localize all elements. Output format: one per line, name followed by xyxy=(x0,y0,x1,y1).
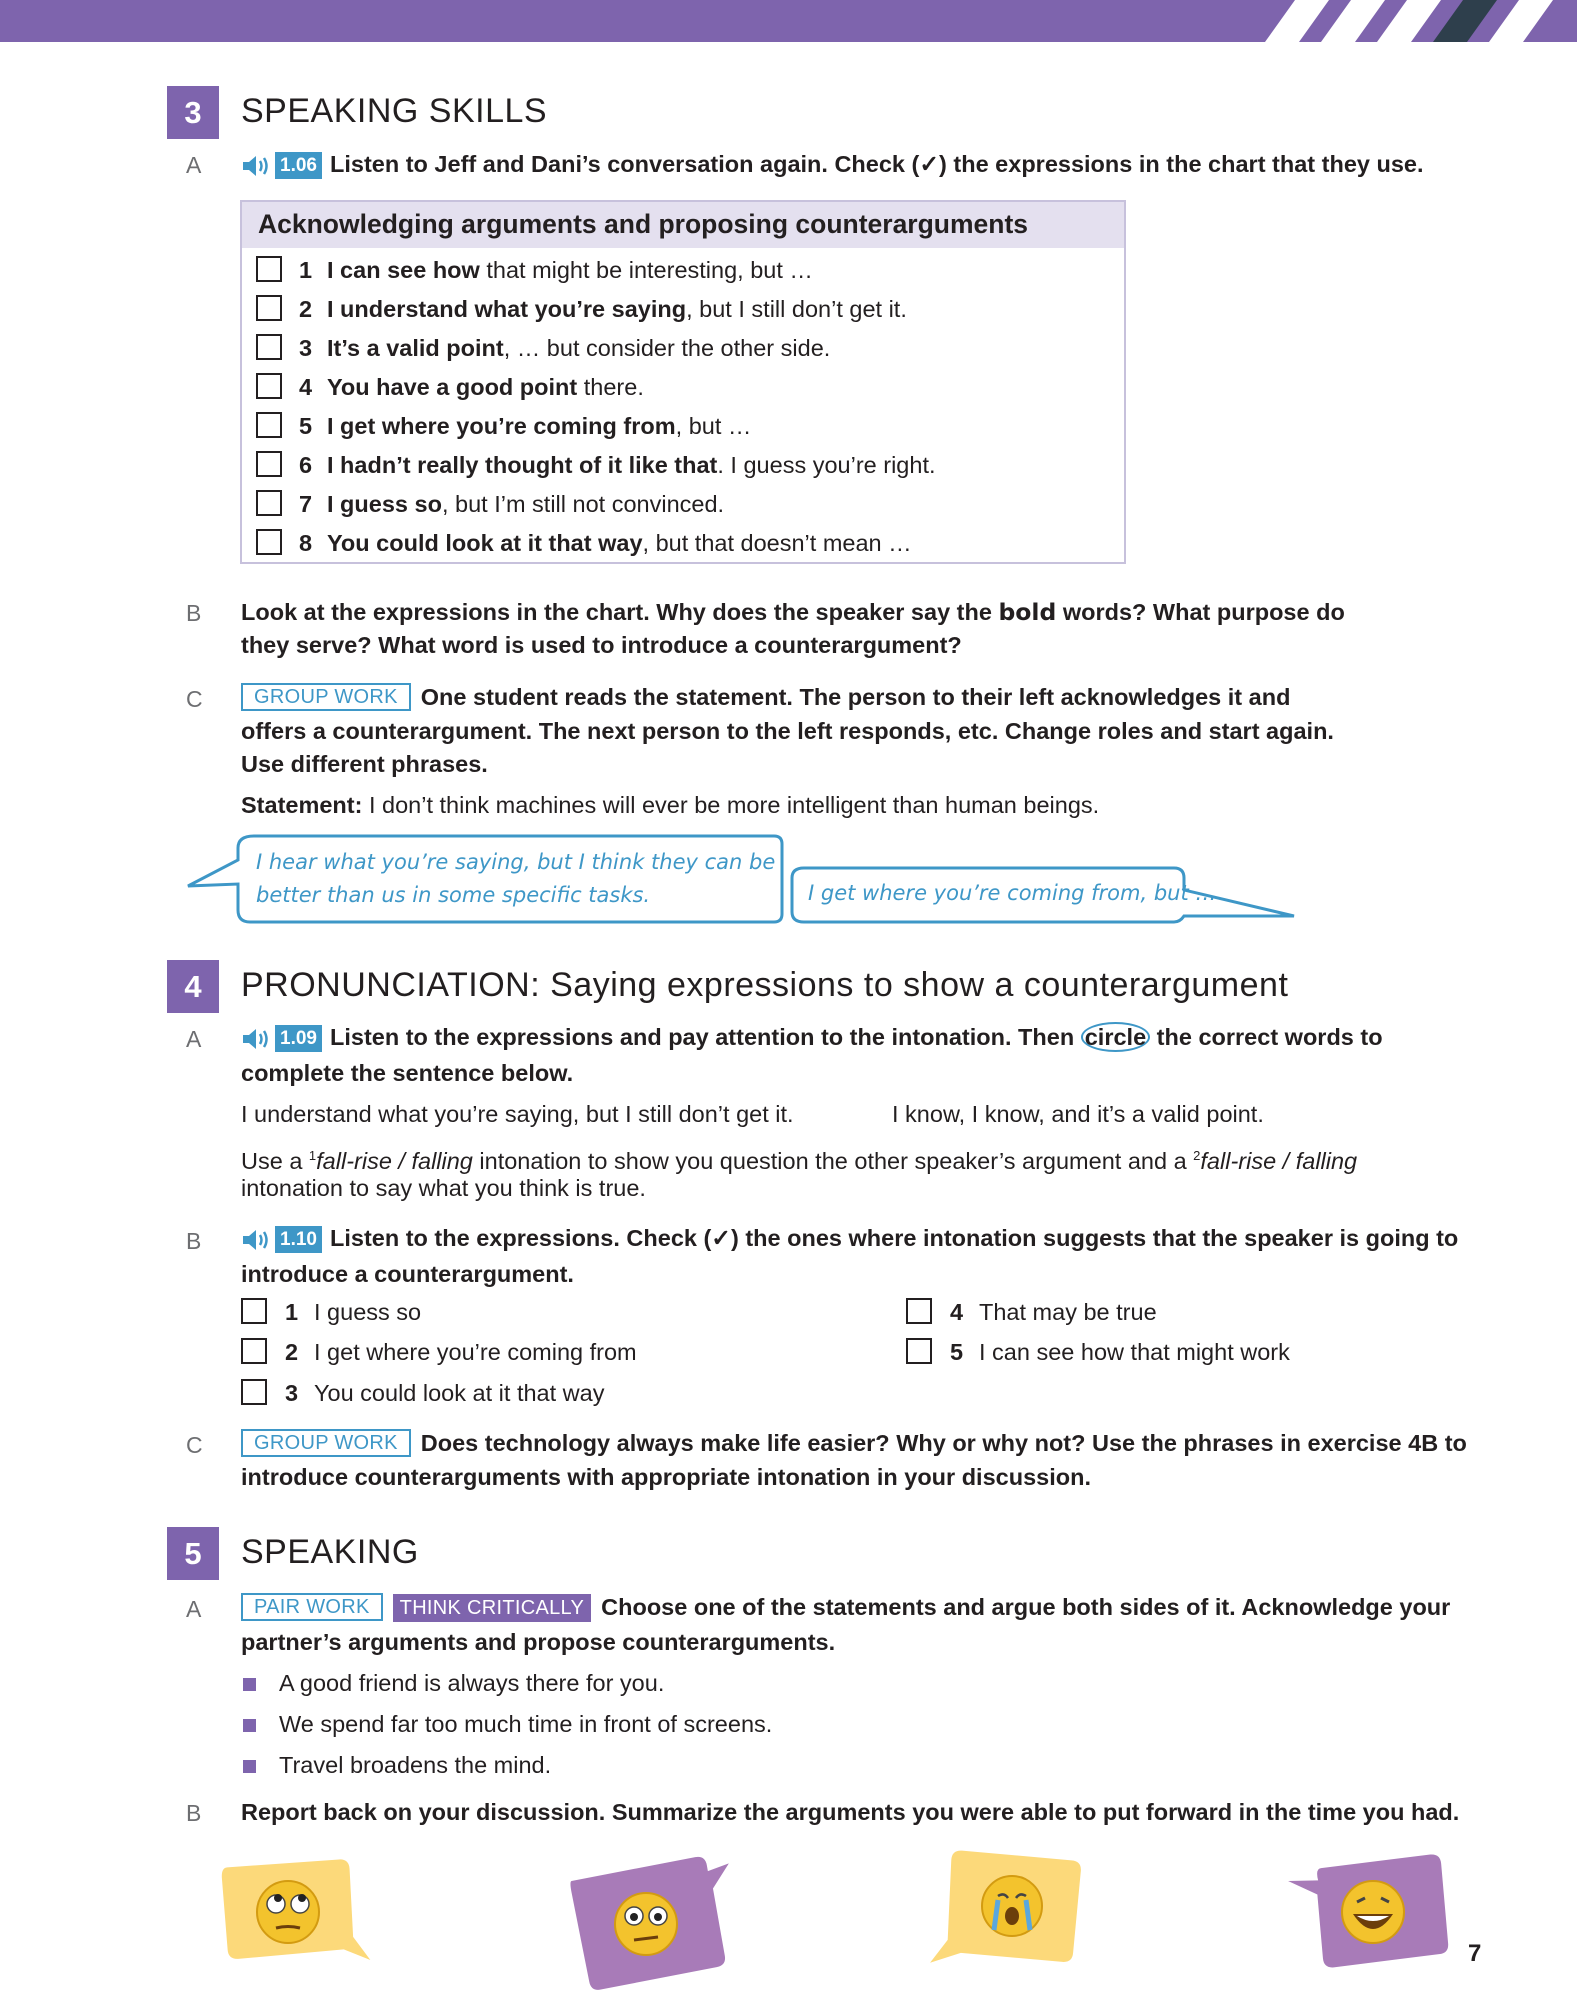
checkbox[interactable] xyxy=(241,1298,267,1324)
exercise-5a-line2: partner’s arguments and propose counterarguments. xyxy=(241,1629,836,1655)
emoji-face-icon xyxy=(982,1876,1042,1936)
statement: Statement: I don’t think machines will ever be more intelligent than human beings. xyxy=(241,792,1100,818)
audio-track-number: 1.09 xyxy=(275,1025,322,1052)
bullet-icon xyxy=(243,1719,256,1732)
page-number: 7 xyxy=(1468,1940,1482,1967)
checkbox[interactable] xyxy=(256,373,282,399)
section-title: SPEAKING SKILLS xyxy=(241,92,548,130)
exercise-4c-line2: introduce counterarguments with appropriate intonation in your discussion. xyxy=(241,1464,1091,1490)
exercise-3b-line2: they serve? What word is used to introduce a counterargument? xyxy=(241,632,962,658)
bubble-1-line1: I hear what you’re saying, but I think they can be xyxy=(256,850,776,874)
checkbox[interactable] xyxy=(241,1338,267,1364)
crying-emoji-bubble xyxy=(928,1844,1088,1979)
option-choice[interactable]: fall-rise / falling xyxy=(316,1147,473,1174)
section-number: 4 xyxy=(167,960,219,1013)
example-1: I understand what you’re saying, but I still don’t get it. xyxy=(241,1101,794,1127)
exercise-3b-line1: Look at the expressions in the chart. Why does the speaker say the bold words? What purpose do xyxy=(241,598,1345,626)
bubble-2-text: I get where you’re coming from, but … xyxy=(808,881,1217,905)
checkbox[interactable] xyxy=(256,529,282,555)
stripe-decoration xyxy=(1247,0,1577,42)
checkbox[interactable] xyxy=(256,490,282,516)
audio-track[interactable] xyxy=(241,152,322,179)
exercise-letter: C xyxy=(186,686,203,712)
exercise-letter: A xyxy=(186,1596,202,1622)
speaker-icon xyxy=(241,153,271,179)
exercise-letter: A xyxy=(186,152,202,178)
example-2: I know, I know, and it’s a valid point. xyxy=(892,1101,1264,1127)
chart-header xyxy=(242,202,1124,248)
bullet-icon xyxy=(243,1760,256,1773)
exercise-letter: A xyxy=(186,1026,202,1052)
section-number: 3 xyxy=(167,86,219,139)
exercise-4a-line1: 1.09 Listen to the expressions and pay attention to the intonation. Then circle the correct words to xyxy=(241,1021,1383,1054)
audio-track-number: 1.06 xyxy=(275,152,322,179)
exercise-3c-line2: offers a counterargument. The next person to the left responds, etc. Change roles and start again. xyxy=(241,718,1334,744)
exercise-letter: B xyxy=(186,600,202,626)
option-choice[interactable]: fall-rise / falling xyxy=(1200,1147,1358,1174)
bullet-icon xyxy=(243,1678,256,1691)
checkbox[interactable] xyxy=(256,256,282,282)
rolling-eyes-emoji-bubble xyxy=(212,1852,372,1982)
audio-track[interactable] xyxy=(241,1025,322,1052)
confused-emoji-bubble xyxy=(560,1848,740,1998)
exercise-3c-line3: Use different phrases. xyxy=(241,751,488,777)
pair-work-tag: PAIR WORK xyxy=(241,1593,383,1621)
think-critically-tag: THINK CRITICALLY xyxy=(393,1594,591,1622)
checkbox[interactable] xyxy=(906,1298,932,1324)
emoji-face-icon xyxy=(257,1881,319,1943)
checkbox[interactable] xyxy=(256,295,282,321)
chart-title: Acknowledging arguments and proposing counterarguments xyxy=(258,209,1029,239)
circled-word: circle xyxy=(1081,1022,1150,1052)
exercise-letter: C xyxy=(186,1432,203,1458)
exercise-4a-line2: complete the sentence below. xyxy=(241,1060,574,1086)
speaker-icon xyxy=(241,1227,271,1253)
intonation-sentence-line2: intonation to say what you think is true. xyxy=(241,1175,646,1201)
expressions-chart: Acknowledging arguments and proposing counterarguments 1 I can see how that might be interesting, but … 2 I understand what you’re saying, but I still don’t get it. 3 It’s a valid point, … but consider the other side. 4 You have a good point there. 5 I get where you’re coming from, but … 6 I hadn’t really thought of it like that. I guess you’re right. 7 I guess so, but I’m still not convinced. 8 You could look at it that way, but that doesn’t mean … xyxy=(240,200,1126,564)
speaker-icon xyxy=(241,1026,271,1052)
exercise-3a-instruction: 1.06 Listen to Jeff and Dani’s conversation again. Check (✓) the expressions in the chart that they use. xyxy=(241,148,1424,181)
audio-track-number: 1.10 xyxy=(275,1226,322,1253)
audio-track[interactable] xyxy=(241,1226,322,1253)
group-work-tag: GROUP WORK xyxy=(241,683,411,711)
laughing-emoji-bubble xyxy=(1285,1846,1455,1981)
checkbox[interactable] xyxy=(906,1338,932,1364)
intonation-sentence: Use a $^1$fall-rise / falling intonation to show you question the other speaker’s argument and a $^2$fall-rise / falling xyxy=(241,1147,1358,1174)
exercise-5b-text: Report back on your discussion. Summarize the arguments you were able to put forward in the time you had. xyxy=(241,1799,1460,1825)
exercise-4c-line1: GROUP WORK Does technology always make life easier? Why or why not? Use the phrases in exercise 4B to xyxy=(241,1427,1467,1460)
exercise-letter: B xyxy=(186,1228,202,1254)
emoji-face-icon xyxy=(615,1893,677,1955)
exercise-5a-line1: PAIR WORK THINK CRITICALLY Choose one of the statements and argue both sides of it. Acknowledge your xyxy=(241,1591,1450,1624)
section-title: PRONUNCIATION: Saying expressions to show a counterargument xyxy=(241,966,1289,1004)
bubble-1-line2: better than us in some specific tasks. xyxy=(256,883,651,907)
section-title: SPEAKING xyxy=(241,1533,419,1571)
exercise-3c-line1: GROUP WORK One student reads the statement. The person to their left acknowledges it and xyxy=(241,681,1290,714)
group-work-tag: GROUP WORK xyxy=(241,1429,411,1457)
checkbox[interactable] xyxy=(241,1379,267,1405)
checkbox[interactable] xyxy=(256,334,282,360)
exercise-letter: B xyxy=(186,1800,202,1826)
section-number: 5 xyxy=(167,1527,219,1580)
checkbox[interactable] xyxy=(256,412,282,438)
top-banner xyxy=(0,0,1577,42)
exercise-4b-line1: 1.10 Listen to the expressions. Check (✓) the ones where intonation suggests that the speaker is going to xyxy=(241,1222,1458,1255)
emoji-face-icon xyxy=(1342,1881,1404,1943)
checkbox[interactable] xyxy=(256,451,282,477)
exercise-4b-line2: introduce a counterargument. xyxy=(241,1261,574,1287)
